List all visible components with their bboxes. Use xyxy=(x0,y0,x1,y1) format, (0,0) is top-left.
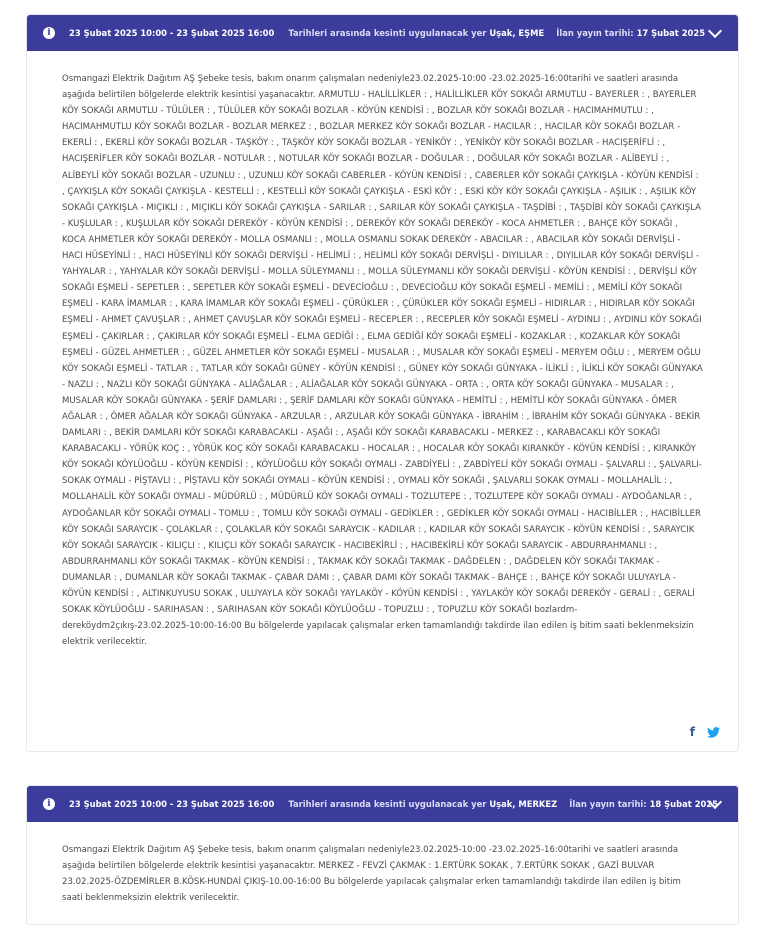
published-date: 18 Şubat 2025 xyxy=(649,799,719,809)
twitter-icon[interactable] xyxy=(707,727,720,738)
outage-details: Osmangazi Elektrik Dağıtım AŞ Şebeke tesis, bakım onarım çalışmaları nedeniyle23.02.2025-10:00 -23.02.2025-16:00tarihi ve saatleri arasında aşağıda belirtilen bölgelerde elektrik kesintisi yaşanacaktır. MERKEZ - FEVZİ ÇAKMAK : 1.ERTÜRK SOKAK , 7.ERTÜRK SOKAK , GAZİ BULVAR 23.02.2025-ÖZDEMİRLER B.KÖSK-HUNDAİ ÇIKIŞ-10.00-16:00 Bu bölgelerde yapılacak çalışmalar erken tamamlandığı takdirde ilan edilen iş bitim saati beklenmeksizin elektrik verilecektir. xyxy=(62,845,681,904)
share-buttons xyxy=(690,725,720,739)
outage-description: Tarihleri arasında kesinti uygulanacak yer xyxy=(288,799,487,809)
published-label: İlan yayın tarihi: xyxy=(556,28,634,38)
outage-location: Uşak, MERKEZ xyxy=(489,799,558,809)
outage-location: Uşak, EŞME xyxy=(489,28,545,38)
published-date: 17 Şubat 2025 xyxy=(636,28,706,38)
info-icon: i xyxy=(43,27,55,39)
published-label: İlan yayın tarihi: xyxy=(569,799,647,809)
info-icon: i xyxy=(43,798,55,810)
outage-details: Osmangazi Elektrik Dağıtım AŞ Şebeke tesis, bakım onarım çalışmaları nedeniyle23.02.2025-10:00 -23.02.2025-16:00tarihi ve saatleri arasında aşağıda belirtilen bölgelerde elektrik kesintisi yaşanacaktır. ARMUTLU - HALİLLİKLER : , HALİLLİKLER KÖY SOKAĞI ARMUTLU - BAYERLER : , BAYERLER KÖY SOKAĞI ARMUTLU - TÜLÜLER : , TÜLÜLER KÖY SOKAĞI BOZLAR - KÖYÜN KENDİSİ : , BOZLAR KÖY SOKAĞI BOZLAR - HACIMAHMUTLU : , HACIMAHMUTLU KÖY SOKAĞI BOZLAR - BOZLAR MERKEZ : , BOZLAR MERKEZ KÖY SOKAĞI BOZLAR - HACILAR : , HACILAR KÖY SOKAĞI BOZLAR - EKERLİ : , EKERLİ KÖY SOKAĞI BOZLAR - TAŞKÖY : , TAŞKÖY KÖY SOKAĞI BOZLAR - YENİKÖY : , YENİKÖY KÖY SOKAĞI BOZLAR - HACIŞERİFLİ : , HACIŞERİFLER KÖY SOKAĞI BOZLAR - NOTULAR : , NOTULAR KÖY SOKAĞI BOZLAR - DOĞULAR : , DOĞULAR KÖY SOKAĞI BOZLAR - ALİBEYLİ : , ALİBEYLİ KÖY SOKAĞI BOZLAR - UZUNLU : , UZUNLU KÖY SOKAĞI CABERLER - KÖYÜN KENDİSİ : , CABERLER KÖY SOKAĞI ÇAYKIŞLA - KÖYÜN KENDİSİ : , ÇAYKIŞLA KÖY SOKAĞI ÇAYKIŞLA - KESTELLİ : , KESTELLİ KÖY SOKAĞI ÇAYKIŞLA - ESKİ KÖY : , ESKİ KÖY KÖY SOKAĞI ÇAYKIŞLA - AŞILIK : , AŞILIK KÖY SOKAĞI ÇAYKIŞLA - MIÇIKLI : , MIÇIKLI KÖY SOKAĞI ÇAYKIŞLA - SARILAR : , SARILAR KÖY SOKAĞI ÇAYKIŞLA - TAŞDİBİ : , TAŞDİBİ KÖY SOKAĞI ÇAYKIŞLA - KUŞLULAR : , KUŞLULAR KÖY SOKAĞI DEREKÖY - KÖYÜN KENDİSİ : , DEREKÖY KÖY SOKAĞI DEREKÖY - KOCA AHMETLER : , BAHÇE KÖY SOKAĞI , KOCA AHMETLER KÖY SOKAĞI DEREKÖY - MOLLA OSMANLI : , MOLLA OSMANLI SOKAK DEREKÖY - ABACILAR : , ABACILAR KÖY SOKAĞI DERVİŞLİ - HACI HÜSEYİNLİ : , HACI HÜSEYİNLİ KÖY SOKAĞI DERVİŞLİ - HELİMLİ : , HELİMLİ KÖY SOKAĞI DERVİŞLİ - DIYILILAR : , DIYILILAR KÖY SOKAĞI DERVİŞLİ - YAHYALAR : , YAHYALAR KÖY SOKAĞI DERVİŞLİ - MOLLA SÜLEYMANLI : , MOLLA SÜLEYMANLI KÖY SOKAĞI DERVİŞLİ - KÖYÜN KENDİSİ : , DERVİŞLİ KÖY SOKAĞI EŞMELİ - SEPETLER : , SEPETLER KÖY SOKAĞI EŞMELİ - DEVECİOĞLU : , DEVECİOĞLU KÖY SOKAĞI EŞMELİ - MEMİLİ : , MEMİLİ KÖY SOKAĞI EŞMELİ - KARA İMAMLAR : , KARA İMAMLAR KÖY SOKAĞI EŞMELİ - ÇÜRÜKLER : , ÇÜRÜKLER KÖY SOKAĞI EŞMELİ - HIDIRLAR : , HIDIRLAR KÖY SOKAĞI EŞMELİ - AHMET ÇAVUŞLAR : , AHMET ÇAVUŞLAR KÖY SOKAĞI EŞMELİ - RECEPLER : , RECEPLER KÖY SOKAĞI EŞMELİ - AYDINLI : , AYDINLI KÖY SOKAĞI EŞMELİ - ÇAKIRLAR : , ÇAKIRLAR KÖY SOKAĞI EŞMELİ - ELMA GEDİĞİ : , ELMA GEDİĞİ KÖY SOKAĞI EŞMELİ - KOZAKLAR : , KOZAKLAR KÖY SOKAĞI EŞMELİ - GÜZEL AHMETLER : , GÜZEL AHMETLER KÖY SOKAĞI EŞMELİ - MUSALAR : , MUSALAR KÖY SOKAĞI EŞMELİ - MERYEM OĞLU : , MERYEM OĞLU KÖY SOKAĞI EŞMELİ - TATLAR : , TATLAR KÖY SOKAĞI GÜNEY - KÖYÜN KENDİSİ : , GÜNEY KÖY SOKAĞI GÜNYAKA - İLİKLİ : , İLİKLİ KÖY SOKAĞI GÜNYAKA - NAZLI : , NAZLI KÖY SOKAĞI GÜNYAKA - ALİAĞALAR : , ALİAĞALAR KÖY SOKAĞI GÜNYAKA - ORTA : , ORTA KÖY SOKAĞI GÜNYAKA - MUSALAR : , MUSALAR KÖY SOKAĞI GÜNYAKA - ŞERİF DAMLARI : , ŞERİF DAMLARI KÖY SOKAĞI GÜNYAKA - HEMİTLİ : , HEMİTLİ KÖY SOKAĞI GÜNYAKA - ÖMER AĞALAR : , ÖMER AĞALAR KÖY SOKAĞI GÜNYAKA - ARZULAR : , ARZULAR KÖY SOKAĞI GÜNYAKA - İBRAHİM : , İBRAHİM KÖY SOKAĞI GÜNYAKA - BEKİR DAMLARI : , BEKİR DAMLARI KÖY SOKAĞI KARABACAKLI - AŞAĞI : , AŞAĞI KÖY SOKAĞI KARABACAKLI - MERKEZ : , KARABACAKLI KÖY SOKAĞI KARABACAKLI - YÖRÜK KOÇ : , YÖRÜK KOÇ KÖY SOKAĞI KARABACAKLI - HOCALAR : , HOCALAR KÖY SOKAĞI KIRANKÖY - KÖYÜN KENDİSİ : , KIRANKÖY KÖY SOKAĞI KÖYLÜOĞLU - KÖYÜN KENDİSİ : , KÖYLÜOĞLU KÖY SOKAĞI OYMALI - ZABDİYELİ : , ZABDİYELİ KÖY SOKAĞI OYMALI - ŞALVARLI : , ŞALVARLI- SOKAK OYMALI - PİŞTAVLI : , PİŞTAVLI KÖY SOKAĞI OYMALI - KÖYÜN KENDİSİ : , OYMALI KÖY SOKAĞI , ŞALVARLI SOKAK OYMALI - MOLLAHALİL : , MOLLAHALİL KÖY SOKAĞI OYMALI - MÜDÜRLÜ : , MÜDÜRLÜ KÖY SOKAĞI OYMALI - TOZLUTEPE : , TOZLUTEPE KÖY SOKAĞI OYMALI - AYDOĞANLAR : , AYDOĞANLAR KÖY SOKAĞI OYMALI - TOMLU : , TOMLU KÖY SOKAĞI OYMALI - GEDİKLER : , GEDİKLER KÖY SOKAĞI OYMALI - HACIBİLLER : , HACIBİLLER KÖY SOKAĞI SARAYCIK - ÇOLAKLAR : , ÇOLAKLAR KÖY SOKAĞI SARAYCIK - KADILAR : , KADILAR KÖY SOKAĞI SARAYCIK - KÖYÜN KENDİSİ : , SARAYCIK KÖY SOKAĞI SARAYCIK - KILIÇLI : , KILIÇLI KÖY SOKAĞI SARAYCIK - HACIBEKİRLİ : , HACIBEKİRLİ KÖY SOKAĞI SARAYCIK - ABDURRAHMANLI : , ABDURRAHMANLI KÖY SOKAĞI TAKMAK - KÖYÜN KENDİSİ : , TAKMAK KÖY SOKAĞI TAKMAK - DAĞDELEN : , DAĞDELEN KÖY SOKAĞI TAKMAK - DUMANLAR : , DUMANLAR KÖY SOKAĞI TAKMAK - ÇABAR DAMI : , ÇABAR DAMI KÖY SOKAĞI TAKMAK - BAHÇE : , BAHÇE KÖY SOKAĞI ULUYAYLA - KÖYÜN KENDİSİ : , ALTINKUYUSU SOKAK , ULUYAYLA KÖY SOKAĞI YAYLAKÖY - KÖYÜN KENDİSİ : , YAYLAKÖY KÖY SOKAĞI DEREKÖY - GERALİ : , GERALİ SOKAK KÖYLÜOĞLU - SARIHASAN : , SARIHASAN KÖY SOKAĞI KÖYLÜOĞLU - TOPUZLU : , TOPUZLU KÖY SOKAĞI bozlardm-dereköydm2çıkış-23.02.2025-10:00-16:00 Bu bölgelerde yapılacak çalışmalar erken tamamlandığı takdirde ilan edilen iş bitim saati beklenmeksizin elektrik verilecektir. xyxy=(62,74,703,648)
outage-dates: 23 Şubat 2025 10:00 - 23 Şubat 2025 16:00 xyxy=(69,28,275,38)
outage-card-esme xyxy=(26,14,739,752)
outage-card-merkez xyxy=(26,785,739,925)
chevron-down-icon[interactable] xyxy=(708,24,722,38)
outage-dates: 23 Şubat 2025 10:00 - 23 Şubat 2025 16:00 xyxy=(69,799,275,809)
outage-description: Tarihleri arasında kesinti uygulanacak yer xyxy=(288,28,487,38)
facebook-icon[interactable]: f xyxy=(689,725,695,739)
card-header-toggle[interactable] xyxy=(27,15,738,51)
card-header-toggle[interactable] xyxy=(27,786,738,822)
